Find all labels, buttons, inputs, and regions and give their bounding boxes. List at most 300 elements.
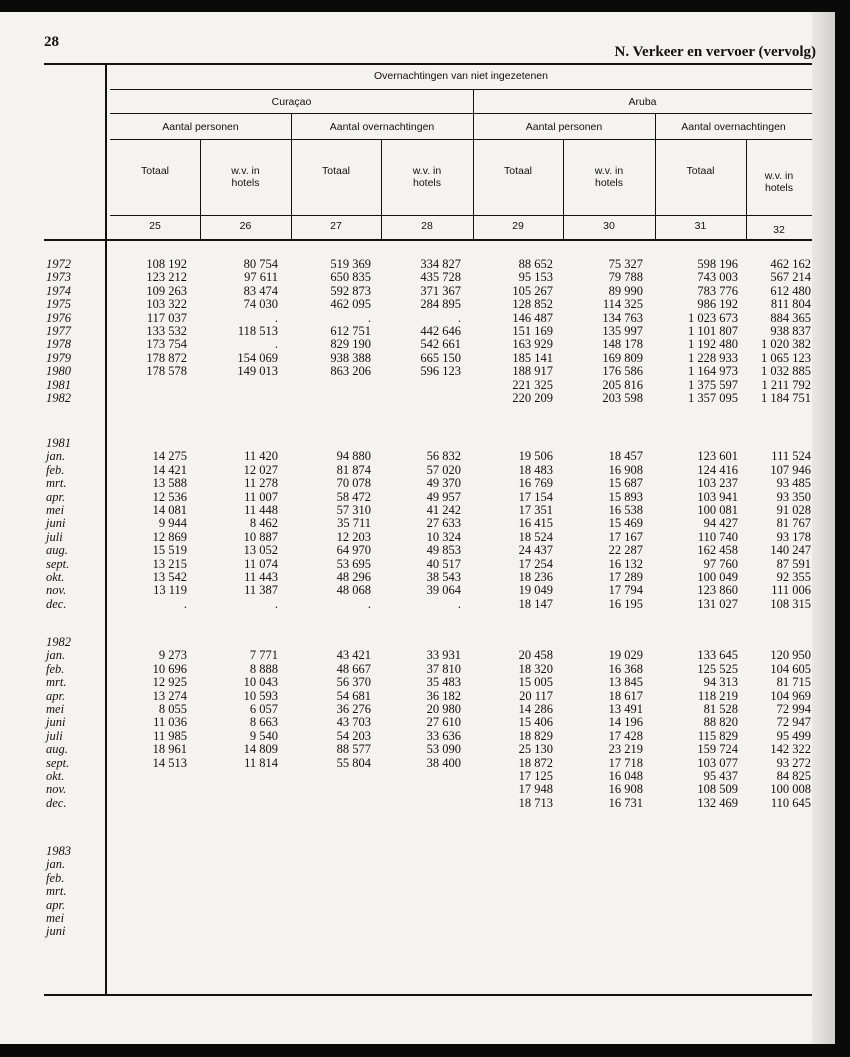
- table-cell: 9 273: [158, 648, 187, 663]
- table-cell: 35 711: [337, 516, 371, 531]
- table-cell: 16 538: [608, 503, 643, 517]
- table-cell: 20 458: [518, 648, 553, 663]
- table-cell: 17 948: [518, 782, 553, 797]
- row-label: nov.: [46, 782, 67, 797]
- header-curacao-personen: Aantal personen: [162, 121, 239, 133]
- table-cell: 93 485: [776, 476, 811, 491]
- table-cell: 146 487: [512, 310, 553, 325]
- table-cell: 19 029: [608, 648, 643, 663]
- table-cell: 10 043: [243, 675, 278, 690]
- header-bottom-rule: [44, 239, 812, 241]
- table-cell: 14 421: [152, 462, 187, 477]
- table-cell: 8 663: [249, 715, 278, 730]
- table-cell: 16 368: [608, 661, 643, 676]
- table-cell: 18 617: [608, 688, 643, 703]
- row-label: 1981: [46, 377, 71, 392]
- row-label: 1975: [46, 297, 71, 312]
- table-cell: 27 610: [426, 715, 461, 730]
- table-cell: 48 667: [336, 661, 371, 676]
- table-cell: 1 065 123: [761, 350, 811, 365]
- table-cell: 154 069: [237, 350, 278, 365]
- table-cell: 133 645: [697, 648, 738, 663]
- table-cell: 57 310: [336, 503, 371, 517]
- table-cell: 220 209: [512, 391, 553, 405]
- header-hotels: hotels: [231, 177, 260, 189]
- table-cell: 131 027: [697, 596, 738, 611]
- table-cell: 49 853: [426, 543, 461, 558]
- table-cell: 22 287: [608, 543, 643, 558]
- table-cell: 11 448: [244, 503, 278, 517]
- block-year-label: 1983: [46, 844, 71, 858]
- row-label: apr.: [46, 688, 66, 703]
- table-cell: 55 804: [336, 755, 371, 770]
- table-cell: 17 125: [518, 769, 553, 783]
- table-cell: 74 030: [243, 297, 278, 312]
- header-wv-28: [381, 165, 473, 189]
- rule-above-col-numbers: [110, 215, 812, 216]
- table-cell: 13 845: [608, 675, 643, 690]
- col-number: 25: [149, 220, 161, 232]
- table-cell: 56 832: [426, 449, 461, 464]
- table-cell: 56 370: [336, 675, 371, 690]
- table-cell: .: [274, 596, 278, 611]
- table-cell: 123 212: [146, 270, 187, 285]
- header-wv-30: [563, 165, 655, 189]
- header-top: Overnachtingen van niet ingezetenen: [374, 70, 548, 82]
- table-cell: 142 322: [770, 742, 811, 757]
- table-cell: 1 211 792: [761, 377, 811, 392]
- table-cell: 11 278: [244, 476, 278, 491]
- table-cell: 542 661: [420, 337, 461, 352]
- table-cell: 120 950: [770, 648, 811, 663]
- table-cell: 11 074: [244, 556, 278, 571]
- table-cell: 53 090: [426, 742, 461, 757]
- table-cell: 20 117: [519, 688, 553, 703]
- table-cell: .: [183, 596, 187, 611]
- table-cell: 17 254: [518, 556, 553, 571]
- table-cell: .: [367, 596, 371, 611]
- row-label: aug.: [46, 543, 68, 558]
- table-cell: 11 985: [153, 728, 187, 743]
- table-cell: 94 427: [703, 516, 738, 531]
- table-cell: 88 652: [518, 257, 553, 271]
- row-label: mei: [46, 702, 65, 716]
- table-cell: 108 315: [770, 596, 811, 611]
- block-year-label: 1981: [46, 436, 71, 450]
- row-label: mei: [46, 911, 65, 925]
- table-cell: 100 008: [770, 782, 811, 797]
- row-label: okt.: [46, 570, 65, 584]
- table-cell: 88 577: [336, 742, 371, 757]
- table-cell: 8 055: [158, 702, 187, 716]
- table-cell: 27 633: [426, 516, 461, 531]
- table-cell: 665 150: [420, 350, 461, 365]
- table-cell: 17 718: [608, 755, 643, 770]
- table-cell: 151 169: [512, 324, 553, 338]
- col-number: 26: [239, 220, 252, 232]
- table-cell: 11 420: [244, 449, 278, 464]
- table-cell: 18 829: [518, 728, 553, 743]
- table-cell: 938 837: [770, 324, 811, 338]
- table-cell: 81 767: [776, 516, 811, 531]
- table-cell: 178 578: [146, 364, 187, 379]
- table-cell: 8 888: [249, 661, 278, 676]
- table-cell: 43 703: [336, 715, 371, 730]
- table-cell: 169 809: [602, 350, 643, 365]
- table-cell: 81 874: [336, 462, 371, 477]
- table-cell: 36 182: [426, 688, 461, 703]
- table-cell: 128 852: [512, 297, 553, 312]
- table-cell: 8 462: [249, 516, 278, 531]
- table-cell: 15 893: [608, 489, 643, 504]
- row-label: jan.: [46, 648, 66, 663]
- header-wv-32: [746, 170, 812, 194]
- row-label: juni: [46, 924, 66, 939]
- table-cell: 11 036: [153, 715, 187, 730]
- table-cell: 100 049: [697, 570, 738, 584]
- header-hotels: hotels: [764, 182, 794, 194]
- header-wv-in: w.v. in: [594, 165, 624, 177]
- table-cell: 16 415: [518, 516, 553, 531]
- table-cell: 97 611: [244, 270, 278, 285]
- table-cell: 14 513: [152, 755, 187, 770]
- table-cell: 13 215: [152, 556, 187, 571]
- table-cell: 16 048: [608, 769, 643, 783]
- table-cell: 592 873: [330, 283, 371, 298]
- table-cell: 95 153: [518, 270, 553, 285]
- table-cell: 1 184 751: [761, 391, 811, 405]
- table-cell: 140 247: [770, 543, 811, 558]
- row-label: okt.: [46, 769, 65, 783]
- table-cell: 100 081: [697, 503, 738, 517]
- table-cell: 18 524: [518, 529, 553, 544]
- table-cell: 1 192 480: [688, 337, 738, 352]
- table-cell: 16 769: [518, 476, 553, 491]
- table-cell: 95 437: [703, 769, 738, 783]
- table-cell: 53 695: [336, 556, 371, 571]
- table-cell: 115 829: [697, 728, 738, 743]
- row-label: dec.: [46, 596, 67, 611]
- table-cell: 18 872: [518, 755, 553, 770]
- row-label: 1974: [46, 283, 71, 298]
- row-label: juni: [46, 715, 66, 730]
- header-hotels: hotels: [412, 177, 442, 189]
- table-cell: 334 827: [420, 257, 461, 271]
- table-cell: 13 542: [152, 570, 187, 584]
- row-label: jan.: [46, 857, 66, 872]
- table-cell: 72 994: [776, 702, 811, 716]
- header-curacao: Curaçao: [271, 96, 312, 108]
- table-cell: 14 196: [608, 715, 643, 730]
- table-cell: 16 908: [608, 462, 643, 477]
- table-cell: 64 970: [336, 543, 371, 558]
- table-cell: 109 263: [146, 283, 187, 298]
- table-cell: 18 713: [518, 795, 553, 810]
- table-cell: 107 946: [770, 462, 811, 477]
- header-wv-in: w.v. in: [412, 165, 442, 177]
- table-cell: 108 192: [146, 257, 187, 271]
- header-totaal-31: Totaal: [686, 165, 715, 177]
- table-cell: 17 428: [608, 728, 643, 743]
- table-cell: 49 957: [426, 489, 461, 504]
- table-cell: 103 322: [146, 297, 187, 312]
- table-cell: 1 032 885: [761, 364, 811, 379]
- table-cell: 114 325: [602, 297, 643, 312]
- row-label: sept.: [46, 556, 70, 571]
- table-cell: 16 731: [608, 795, 643, 810]
- table-cell: 70 078: [336, 476, 371, 491]
- table-cell: 18 483: [518, 462, 553, 477]
- col-number: 29: [512, 220, 524, 232]
- table-cell: 39 064: [426, 583, 461, 598]
- table-cell: 159 724: [697, 742, 738, 757]
- table-cell: 58 472: [336, 489, 371, 504]
- table-cell: 135 997: [602, 324, 643, 338]
- table-cell: 11 387: [244, 583, 278, 598]
- table-cell: 13 052: [243, 543, 278, 558]
- table-cell: 111 006: [771, 583, 811, 598]
- table-cell: 462 162: [770, 257, 811, 271]
- row-label: 1979: [46, 350, 71, 365]
- table-cell: 103 077: [697, 755, 738, 770]
- row-label: 1982: [46, 391, 71, 405]
- table-cell: 23 219: [608, 742, 643, 757]
- table-cell: 13 274: [152, 688, 187, 703]
- table-cell: 829 190: [330, 337, 371, 352]
- table-cell: 133 532: [146, 324, 187, 338]
- row-label: 1978: [46, 337, 71, 352]
- table-cell: 1 023 673: [688, 310, 738, 325]
- row-label: nov.: [46, 583, 67, 598]
- table-cell: 462 095: [330, 297, 371, 312]
- table-cell: 17 167: [608, 529, 643, 544]
- table-cell: 612 751: [330, 324, 371, 338]
- table-cell: 14 081: [152, 503, 187, 517]
- table-cell: 178 872: [146, 350, 187, 365]
- row-label: apr.: [46, 489, 66, 504]
- table-cell: 173 754: [146, 337, 187, 352]
- table-cell: 519 369: [330, 257, 371, 271]
- row-label: juli: [46, 529, 63, 544]
- table-cell: 938 388: [330, 350, 371, 365]
- table-cell: 12 925: [152, 675, 187, 690]
- table-cell: 35 483: [426, 675, 461, 690]
- row-label: mrt.: [46, 476, 67, 491]
- table-cell: 14 275: [152, 449, 187, 464]
- table-cell: 650 835: [330, 270, 371, 285]
- table-cell: .: [367, 310, 371, 325]
- table-cell: 88 820: [703, 715, 738, 730]
- table-cell: 12 203: [336, 529, 371, 544]
- header-aruba-overnachtingen: Aantal overnachtingen: [681, 121, 786, 133]
- table-cell: 188 917: [512, 364, 553, 379]
- table-cell: 93 350: [776, 489, 811, 504]
- table-cell: 111 524: [771, 449, 811, 464]
- table-cell: 13 119: [153, 583, 187, 598]
- table-cell: 19 049: [518, 583, 553, 598]
- header-wv-26: [200, 165, 291, 189]
- row-label: mrt.: [46, 884, 67, 899]
- table-cell: 33 931: [426, 648, 461, 663]
- table-cell: 18 236: [518, 570, 553, 584]
- table-cell: 163 929: [512, 337, 553, 352]
- table-cell: 149 013: [237, 364, 278, 379]
- table-cell: 25 130: [518, 742, 553, 757]
- header-wv-in: w.v. in: [231, 165, 260, 177]
- header-curacao-overnachtingen: Aantal overnachtingen: [329, 121, 435, 133]
- table-cell: 596 123: [420, 364, 461, 379]
- table-cell: 811 804: [770, 297, 811, 312]
- table-cell: 284 895: [420, 297, 461, 312]
- table-cell: 19 506: [518, 449, 553, 464]
- rule-under-top-header: [110, 89, 812, 90]
- table-cell: 371 367: [420, 283, 461, 298]
- table-cell: 72 947: [776, 715, 811, 730]
- table-cell: 17 289: [608, 570, 643, 584]
- table-cell: 221 325: [512, 377, 553, 392]
- table-cell: 12 027: [243, 462, 278, 477]
- table-cell: 15 005: [518, 675, 553, 690]
- row-label: 1980: [46, 364, 71, 379]
- row-label: jan.: [46, 449, 66, 464]
- table-cell: 17 154: [518, 489, 553, 504]
- table-cell: 783 776: [697, 283, 738, 298]
- row-label: 1977: [46, 324, 71, 338]
- table-cell: 124 416: [697, 462, 738, 477]
- header-hotels: hotels: [594, 177, 624, 189]
- table-cell: .: [274, 310, 278, 325]
- table-cell: 1 228 933: [688, 350, 738, 365]
- table-cell: 18 320: [518, 661, 553, 676]
- table-cell: 16 195: [608, 596, 643, 611]
- row-label: 1973: [46, 270, 71, 285]
- table-cell: 18 961: [152, 742, 187, 757]
- table-cell: 12 536: [152, 489, 187, 504]
- col-number: 32: [773, 224, 785, 236]
- table-cell: 10 324: [426, 529, 461, 544]
- table-cell: 14 286: [518, 702, 553, 716]
- table-cell: 43 421: [336, 648, 371, 663]
- table-cell: .: [457, 310, 461, 325]
- table-cell: 57 020: [426, 462, 461, 477]
- table-cell: 103 941: [697, 489, 738, 504]
- table-cell: 20 980: [426, 702, 461, 716]
- table-cell: 1 357 095: [688, 391, 738, 405]
- row-label: mrt.: [46, 675, 67, 690]
- table-cell: 986 192: [697, 297, 738, 312]
- table-cell: 104 969: [770, 688, 811, 703]
- table-cell: 10 696: [152, 661, 187, 676]
- header-wv-in: w.v. in: [764, 170, 794, 182]
- table-cell: 95 499: [776, 728, 811, 743]
- table-cell: 75 327: [608, 257, 643, 271]
- table-cell: 117 037: [146, 310, 187, 325]
- table-cell: 134 763: [602, 310, 643, 325]
- table-cell: 79 788: [608, 270, 643, 285]
- row-label: feb.: [46, 661, 65, 676]
- table-cell: 14 809: [243, 742, 278, 757]
- table-cell: 33 636: [426, 728, 461, 743]
- table-cell: 11 007: [244, 489, 278, 504]
- table-cell: 598 196: [697, 257, 738, 271]
- table-cell: 91 028: [776, 503, 811, 517]
- rule-under-group-header: [110, 139, 812, 140]
- table-cell: 6 057: [249, 702, 278, 716]
- table-cell: 13 588: [152, 476, 187, 491]
- header-totaal-27: Totaal: [321, 165, 351, 177]
- table-cell: 11 443: [244, 570, 278, 584]
- table-cell: 89 990: [608, 283, 643, 298]
- table-cell: 743 003: [697, 270, 738, 285]
- table-cell: 48 296: [336, 570, 371, 584]
- row-label: aug.: [46, 742, 68, 757]
- table-cell: 18 147: [518, 596, 553, 611]
- table-cell: 17 794: [608, 583, 643, 598]
- table-cell: 94 313: [703, 675, 738, 690]
- header-totaal-29: Totaal: [503, 165, 533, 177]
- table-cell: 17 351: [518, 503, 553, 517]
- table-cell: 1 375 597: [688, 377, 738, 392]
- table-cell: 36 276: [336, 702, 371, 716]
- block-year-label: 1982: [46, 635, 71, 649]
- table-cell: 863 206: [330, 364, 371, 379]
- table-cell: 132 469: [697, 795, 738, 810]
- table-cell: 83 474: [243, 283, 278, 298]
- table-cell: 123 860: [697, 583, 738, 598]
- table-cell: 15 469: [608, 516, 643, 531]
- table-cell: 37 810: [426, 661, 461, 676]
- row-label: feb.: [46, 870, 65, 885]
- table-cell: 1 101 807: [688, 324, 738, 338]
- table-cell: 884 365: [770, 310, 811, 325]
- col-number: 31: [694, 220, 707, 232]
- table-cell: 205 816: [602, 377, 643, 392]
- row-label: feb.: [46, 462, 65, 477]
- row-label: sept.: [46, 755, 70, 770]
- table-cell: 104 605: [770, 661, 811, 676]
- table-cell: 105 267: [512, 283, 553, 298]
- table-cell: 9 944: [158, 516, 187, 531]
- header-aruba-personen: Aantal personen: [525, 121, 603, 133]
- table-cell: .: [274, 337, 278, 352]
- col-number: 27: [330, 220, 342, 232]
- table-bottom-rule: [44, 994, 812, 996]
- table-cell: 94 880: [336, 449, 371, 464]
- table-cell: 15 687: [608, 476, 643, 491]
- table-cell: 567 214: [770, 270, 811, 285]
- table-cell: 7 771: [249, 648, 278, 663]
- stub-separator: [105, 63, 107, 995]
- table-cell: 162 458: [697, 543, 738, 558]
- table-cell: 203 598: [602, 391, 643, 405]
- table-cell: 40 517: [426, 556, 461, 571]
- row-label: dec.: [46, 795, 67, 810]
- table-cell: 11 814: [244, 755, 278, 770]
- table-cell: 15 406: [518, 715, 553, 730]
- table-cell: 15 519: [152, 543, 187, 558]
- table-cell: 442 646: [420, 324, 461, 338]
- table-cell: 108 509: [697, 782, 738, 797]
- table-cell: 81 715: [776, 675, 811, 690]
- table-cell: 123 601: [697, 449, 738, 464]
- table-cell: 93 272: [776, 755, 811, 770]
- table-cell: 185 141: [512, 350, 553, 365]
- table-cell: 1 164 973: [688, 364, 738, 379]
- row-label: mei: [46, 503, 65, 517]
- table-cell: 110 645: [770, 795, 811, 810]
- table-cell: 84 825: [776, 769, 811, 783]
- table-cell: 16 132: [608, 556, 643, 571]
